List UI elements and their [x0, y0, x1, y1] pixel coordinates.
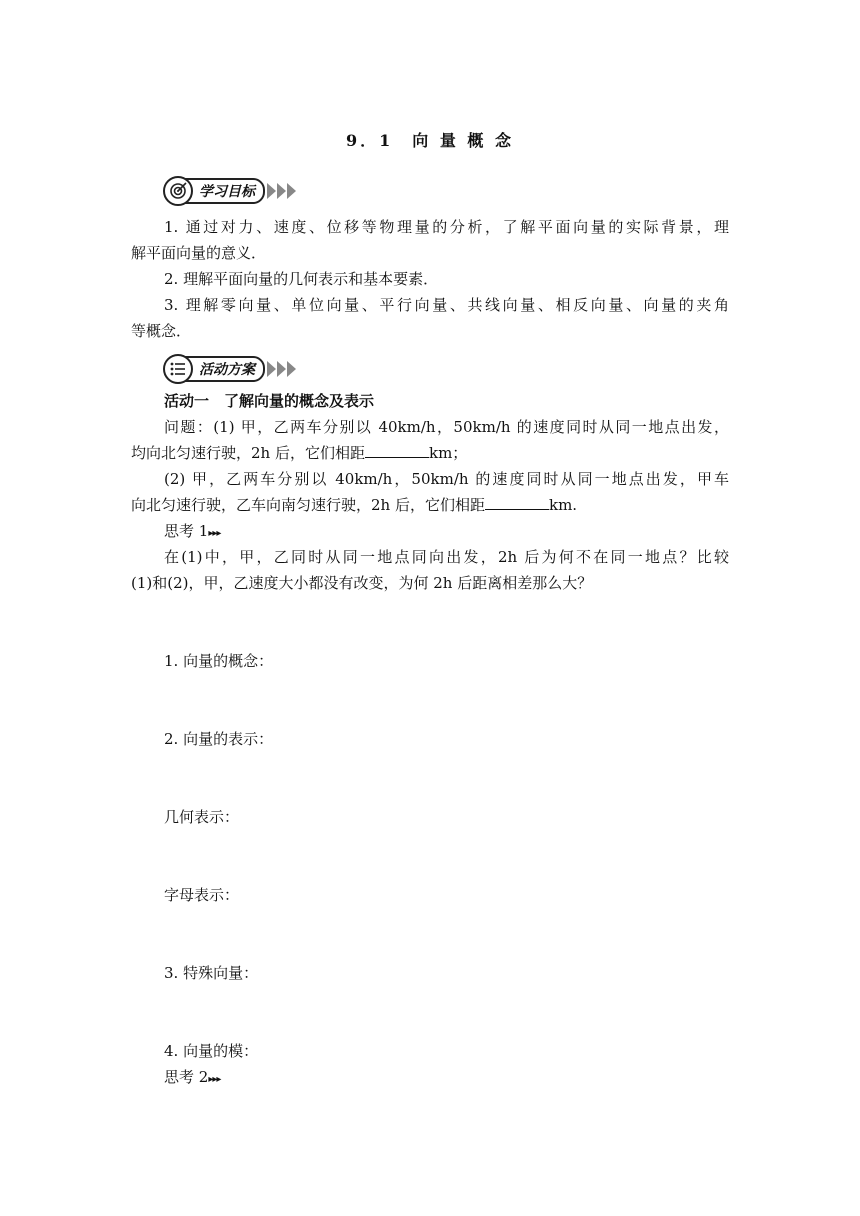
item-4-vector-modulus: 4. 向量的模： [164, 1042, 259, 1060]
question-2-unit: km. [548, 496, 578, 514]
think-1-line-2: (1)和(2)，甲，乙速度大小都没有改变，为何 2h 后距离相差那么大？ [131, 574, 593, 592]
goal-3-line-2: 等概念． [131, 322, 192, 340]
question-2-line-2 [131, 495, 577, 515]
item-2a-geometric: 几何表示： [164, 808, 240, 826]
goal-3-line-1: 3. 理解零向量、单位向量、平行向量、共线向量、相反向量、向量的夹角 [164, 296, 729, 314]
goal-1-line-2: 解平面向量的意义． [131, 244, 267, 262]
item-2b-letter: 字母表示： [164, 886, 240, 904]
list-icon [163, 354, 193, 384]
item-1-vector-concept: 1. 向量的概念： [164, 652, 274, 670]
goal-1-line-1: 1. 通过对力、速度、位移等物理量的分析，了解平面向量的实际背景，理 [164, 218, 729, 236]
activity-1-heading: 活动一 了解向量的概念及表示 [164, 392, 375, 410]
goals-banner [163, 176, 297, 206]
question-2-line-1: (2) 甲，乙两车分别以 40km/h，50km/h 的速度同时从同一地点出发，甲车 [164, 470, 729, 488]
question-2-text: 向北匀速行驶，乙车向南匀速行驶，2h 后，它们相距 [131, 496, 485, 514]
answer-blank-2[interactable] [485, 495, 549, 510]
plan-banner [163, 354, 297, 384]
answer-blank-1[interactable] [365, 443, 429, 458]
triple-arrow-icon: ▸▸▸ [208, 528, 221, 539]
think-1-heading [164, 521, 220, 544]
target-icon [163, 176, 193, 206]
item-2-vector-representation: 2. 向量的表示： [164, 730, 274, 748]
think-1-label: 思考 1 [164, 522, 209, 540]
question-1-line-1: 问题：(1) 甲，乙两车分别以 40km/h，50km/h 的速度同时从同一地点出发， [164, 418, 729, 436]
triple-arrow-icon: ▸▸▸ [208, 1074, 221, 1085]
plan-label: 活动方案 [185, 356, 265, 382]
page-title: 9．1 向 量 概 念 [346, 131, 514, 150]
think-1-line-1: 在(1)中，甲，乙同时从同一地点同向出发，2h 后为何不在同一地点？比较 [164, 548, 729, 566]
question-1-text: 均向北匀速行驶，2h 后，它们相距 [131, 444, 365, 462]
think-2-heading [164, 1067, 220, 1090]
goals-label: 学习目标 [185, 178, 265, 204]
think-2-label: 思考 2 [164, 1068, 209, 1086]
chevrons-icon [267, 183, 297, 199]
item-3-special-vectors: 3. 特殊向量： [164, 964, 259, 982]
chevrons-icon [267, 361, 297, 377]
question-1-line-2 [131, 443, 467, 463]
question-1-unit: km； [428, 444, 468, 462]
goal-2: 2. 理解平面向量的几何表示和基本要素． [164, 270, 439, 288]
